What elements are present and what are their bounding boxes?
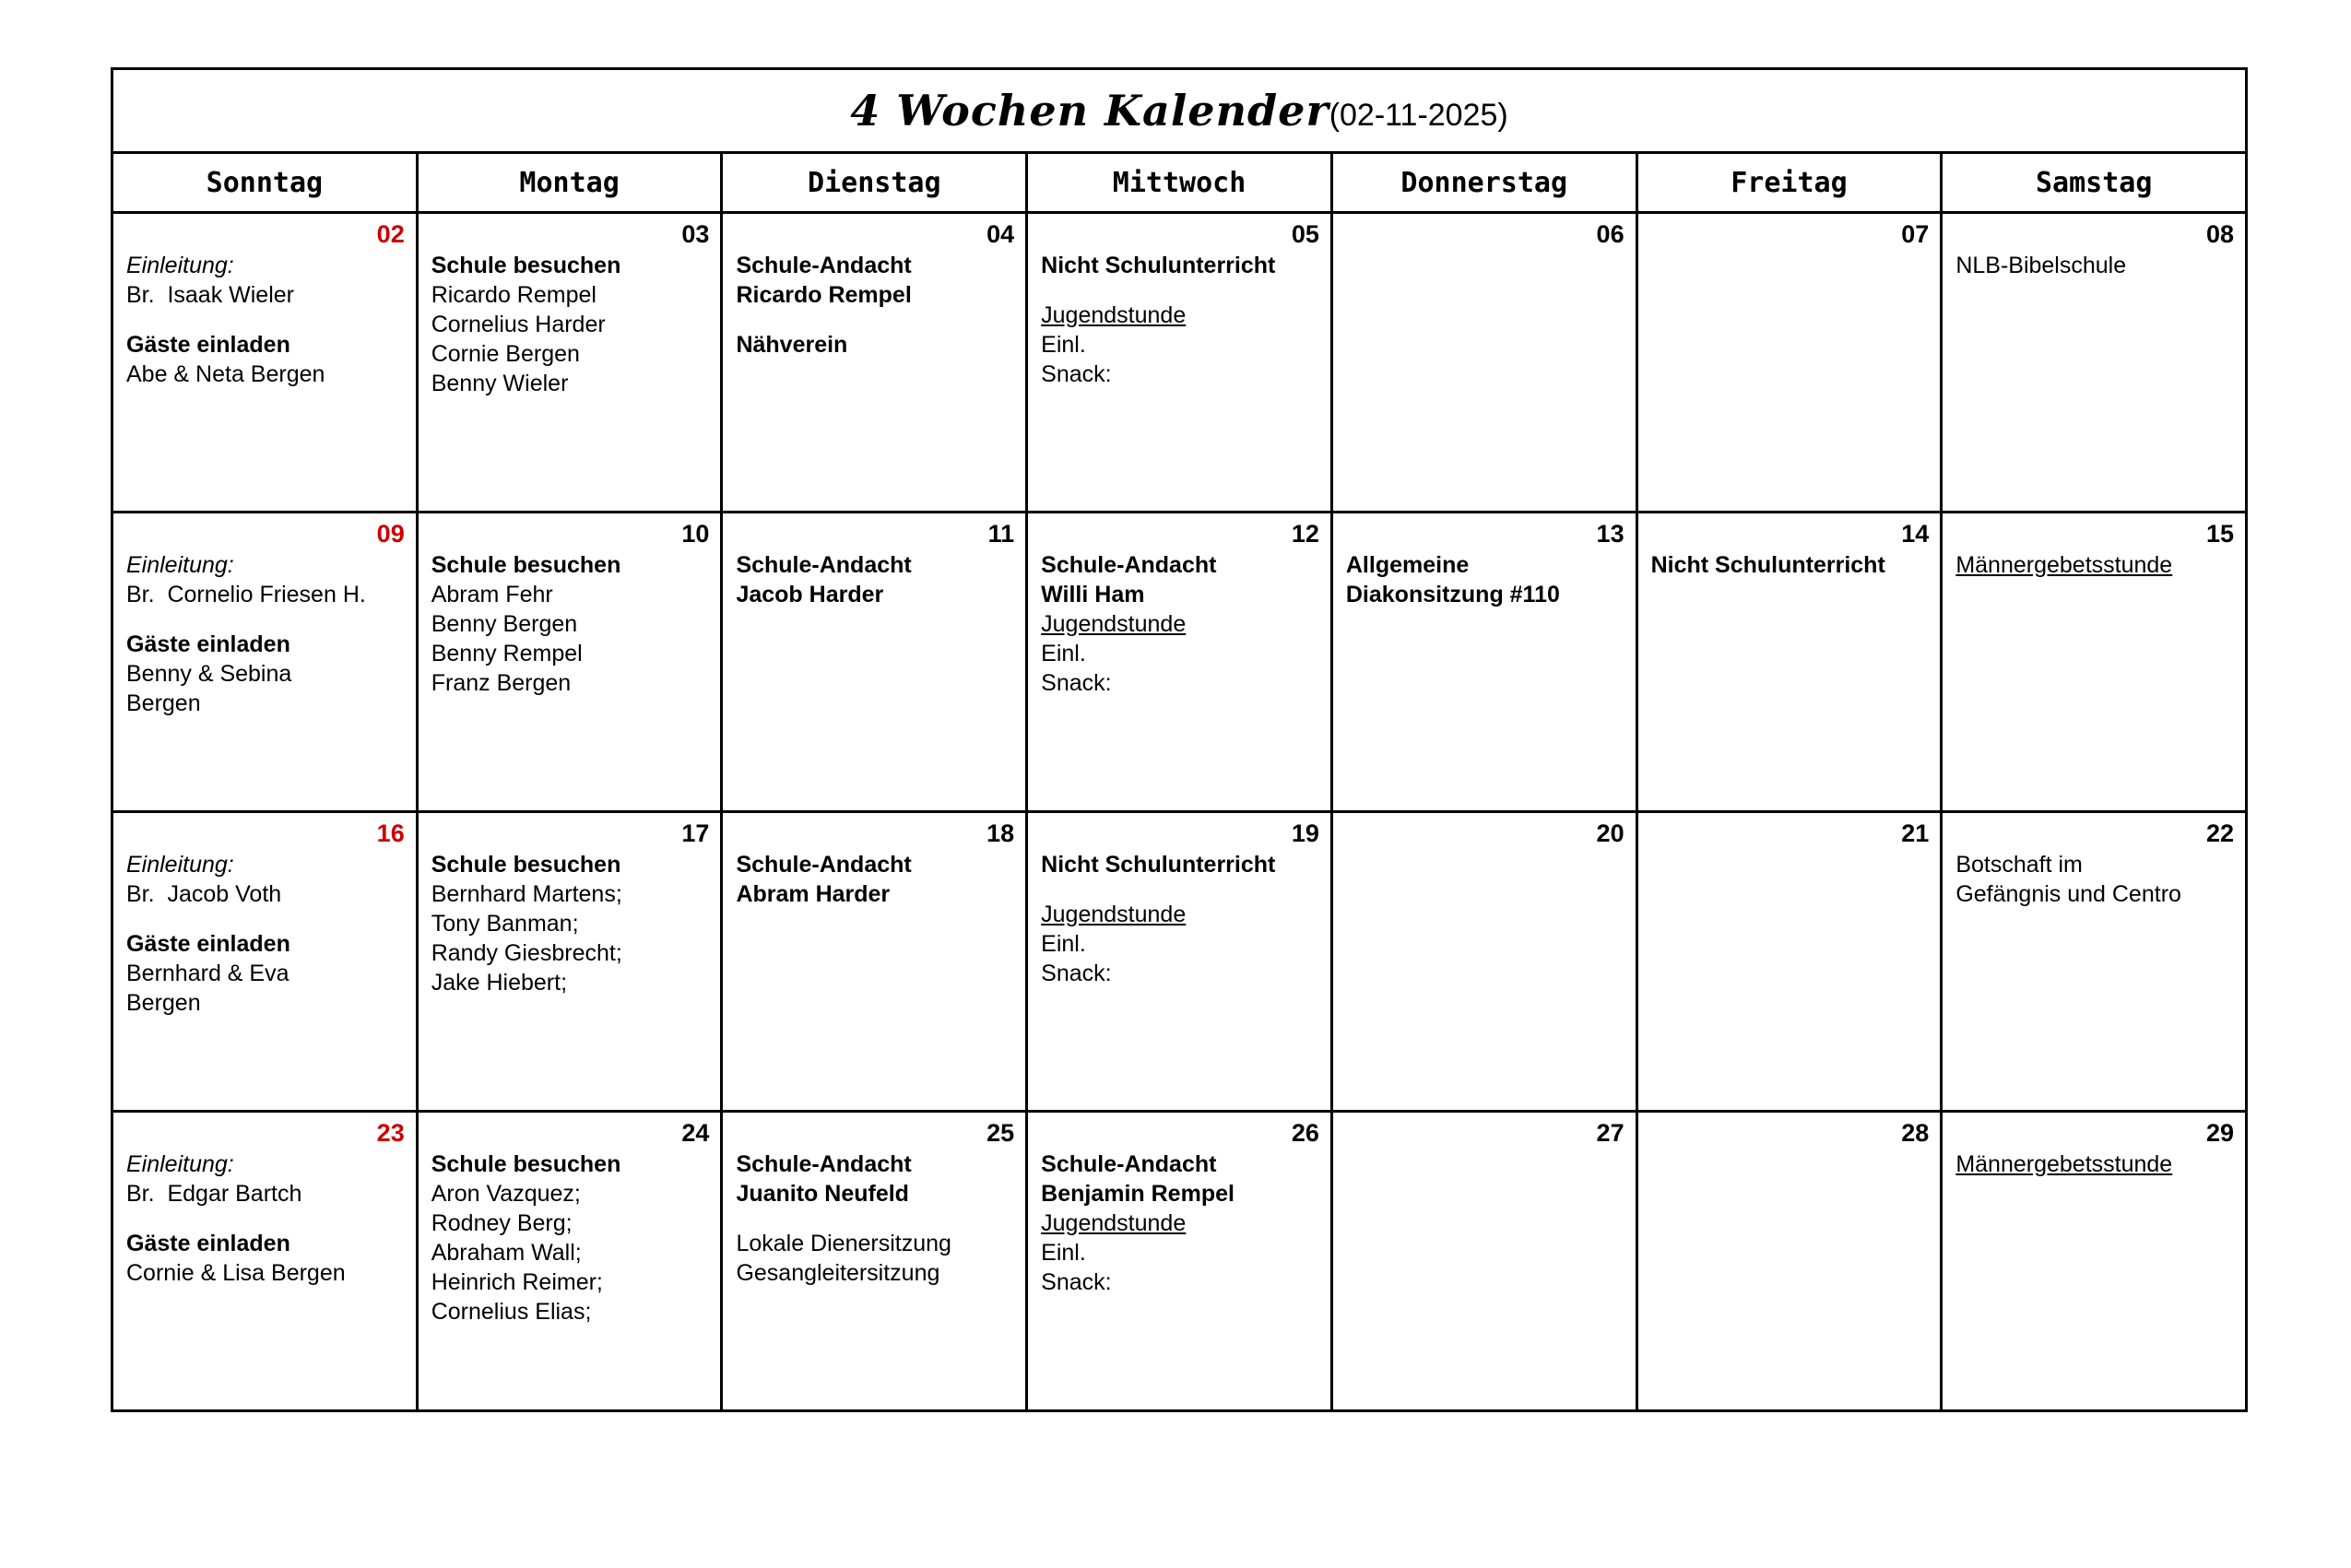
day-entry: Nicht Schulunterricht (1041, 252, 1276, 278)
calendar-title-text: 4 Wochen Kalender (850, 86, 1329, 136)
calendar-table (111, 67, 2248, 1412)
day-entry: Gäste einladen (126, 331, 290, 358)
day-entry: Randy Giesbrecht; (431, 939, 622, 966)
day-entry: Schule-Andacht (736, 551, 912, 578)
day-entries (431, 251, 710, 398)
day-entries (1041, 850, 1319, 988)
day-number: 02 (376, 220, 405, 248)
calendar-day-cell[interactable] (419, 513, 724, 810)
day-entry: Allgemeine (1345, 551, 1470, 578)
calendar-title-date: (02-11-2025) (1329, 98, 1508, 133)
day-entry: Abram Fehr (431, 581, 553, 607)
calendar-day-cell[interactable] (1638, 214, 1943, 511)
day-entries (1346, 550, 1624, 609)
day-number: 18 (986, 819, 1015, 847)
day-entry: Aron Vazquez; (431, 1180, 581, 1207)
calendar-day-cell[interactable] (419, 1113, 724, 1409)
day-number: 26 (1291, 1119, 1319, 1147)
calendar-week-row (113, 214, 2245, 513)
day-number: 12 (1291, 520, 1319, 548)
day-entry: Einl. (1041, 1239, 1086, 1266)
day-entry: Benny & Sebina (126, 660, 292, 687)
day-number: 09 (376, 520, 405, 548)
day-entries (126, 251, 405, 389)
day-entry: Einleitung: (126, 851, 234, 878)
day-entry: Bergen (126, 690, 201, 716)
day-entry: Diakonsitzung #110 (1345, 581, 1560, 607)
calendar-day-cell[interactable] (419, 214, 724, 511)
day-entry: Jugendstunde (1041, 1209, 1187, 1236)
calendar-day-cell[interactable] (723, 513, 1028, 810)
day-entry: Jugendstunde (1041, 301, 1187, 328)
day-number: 21 (1901, 819, 1930, 847)
day-entry: Juanito Neufeld (736, 1180, 909, 1207)
day-entry: Jugendstunde (1041, 901, 1187, 927)
day-entries (1651, 550, 1930, 580)
day-entry: NLB-Bibelschule (1955, 252, 2127, 278)
day-entries (736, 850, 1014, 909)
weekday-header-freitag: Freitag (1638, 154, 1943, 211)
day-entry: Jacob Harder (736, 581, 884, 607)
day-number: 11 (987, 520, 1015, 548)
day-entry: Gesangleitersitzung (736, 1259, 940, 1286)
day-entry: Schule-Andacht (1041, 1150, 1217, 1177)
day-entry: Gäste einladen (126, 1230, 290, 1256)
calendar-weeks (113, 214, 2245, 1409)
calendar-day-cell[interactable] (113, 513, 419, 810)
day-entry: Schule besuchen (431, 851, 621, 878)
day-entry: Cornelius Harder (431, 311, 606, 337)
day-entry: Abram Harder (736, 880, 891, 907)
day-entry: Schule-Andacht (736, 252, 912, 278)
calendar-day-cell[interactable] (1943, 513, 2245, 810)
day-number: 29 (2205, 1119, 2235, 1147)
calendar-day-cell[interactable] (1333, 1113, 1638, 1409)
day-entries (736, 550, 1014, 609)
day-entries (126, 850, 405, 1018)
day-entry: Männergebetsstunde (1955, 551, 2173, 578)
day-entry: Benny Rempel (431, 640, 583, 666)
day-entries (1955, 251, 2234, 280)
calendar-day-cell[interactable] (1028, 513, 1333, 810)
day-entry: Benny Bergen (431, 610, 578, 637)
day-entries (1041, 1149, 1319, 1297)
weekday-header-mittwoch: Mittwoch (1028, 154, 1333, 211)
day-number: 05 (1291, 220, 1319, 248)
day-entry: Bergen (126, 989, 201, 1016)
day-entry: Tony Banman; (431, 910, 579, 937)
day-number: 28 (1901, 1119, 1930, 1147)
day-entry: Jake Hiebert; (431, 969, 568, 996)
calendar-day-cell[interactable] (723, 1113, 1028, 1409)
day-number: 27 (1596, 1119, 1624, 1147)
day-entries (126, 1149, 405, 1288)
calendar-day-cell[interactable] (419, 813, 724, 1110)
calendar-day-cell[interactable] (1333, 813, 1638, 1110)
calendar-week-row (113, 813, 2245, 1113)
weekday-header-sonntag: Sonntag (113, 154, 419, 211)
day-entry: Benjamin Rempel (1041, 1180, 1235, 1207)
day-entry: Ricardo Rempel (431, 281, 597, 308)
weekday-header-dienstag: Dienstag (723, 154, 1028, 211)
day-entries (736, 1149, 1014, 1288)
day-entry: Jugendstunde (1041, 610, 1187, 637)
day-number: 22 (2205, 819, 2235, 847)
calendar-day-cell[interactable] (1028, 214, 1333, 511)
calendar-day-cell[interactable] (1638, 813, 1943, 1110)
day-entry: Franz Bergen (431, 669, 572, 696)
day-entry: Schule besuchen (431, 551, 621, 578)
day-entry: Nähverein (736, 331, 848, 358)
day-number: 24 (681, 1119, 710, 1147)
calendar-day-cell[interactable] (1638, 513, 1943, 810)
day-number: 15 (2205, 520, 2235, 548)
day-entries (126, 550, 405, 718)
calendar-day-cell[interactable] (1638, 1113, 1943, 1409)
day-entries (1955, 850, 2234, 909)
day-number: 06 (1596, 220, 1624, 248)
calendar-day-cell[interactable] (1333, 214, 1638, 511)
day-entry: Snack: (1041, 360, 1112, 387)
day-entries (431, 1149, 710, 1326)
day-entry: Cornie Bergen (431, 340, 580, 367)
page-title (850, 86, 1507, 136)
day-entry: Schule besuchen (431, 1150, 621, 1177)
day-entry: Nicht Schulunterricht (1041, 851, 1276, 878)
day-entry: Gefängnis und Centro (1955, 880, 2181, 907)
day-entries (736, 251, 1014, 360)
day-entry: Nicht Schulunterricht (1650, 551, 1885, 578)
day-entry: Einleitung: (126, 252, 234, 278)
day-number: 14 (1901, 520, 1930, 548)
day-entry: Br. Isaak Wieler (126, 281, 294, 308)
calendar-title-row (113, 70, 2245, 154)
calendar-day-cell[interactable] (1333, 513, 1638, 810)
day-entry: Schule-Andacht (736, 1150, 912, 1177)
day-number: 04 (986, 220, 1015, 248)
day-entry: Heinrich Reimer; (431, 1268, 603, 1295)
calendar-day-cell[interactable] (113, 214, 419, 511)
day-entry: Snack: (1041, 960, 1112, 986)
day-entries (1955, 1149, 2234, 1179)
day-entry: Willi Ham (1041, 581, 1145, 607)
day-entry: Abe & Neta Bergen (126, 360, 325, 387)
day-entry: Lokale Dienersitzung (736, 1230, 951, 1256)
calendar-day-cell[interactable] (1943, 813, 2245, 1110)
day-entry: Einl. (1041, 930, 1086, 957)
calendar-day-cell[interactable] (1028, 813, 1333, 1110)
day-entry: Rodney Berg; (431, 1209, 573, 1236)
day-entries (431, 850, 710, 997)
day-entry: Einleitung: (126, 551, 234, 578)
day-number: 17 (681, 819, 710, 847)
day-entry: Gäste einladen (126, 631, 290, 657)
day-number: 19 (1291, 819, 1319, 847)
day-entry: Ricardo Rempel (736, 281, 912, 308)
calendar-day-cell[interactable] (1943, 214, 2245, 511)
weekday-header-samstag: Samstag (2035, 166, 2153, 199)
day-entries (1955, 550, 2234, 580)
day-entry: Cornie & Lisa Bergen (126, 1259, 346, 1286)
calendar-day-cell[interactable] (1028, 1113, 1333, 1409)
day-entry: Snack: (1041, 669, 1112, 696)
day-entry: Br. Jacob Voth (126, 880, 282, 907)
day-number: 07 (1901, 220, 1930, 248)
day-entry: Gäste einladen (126, 930, 290, 957)
day-entry: Cornelius Elias; (431, 1298, 592, 1325)
day-entry: Br. Edgar Bartch (126, 1180, 302, 1207)
day-entries (1041, 550, 1319, 698)
calendar-day-cell[interactable] (723, 813, 1028, 1110)
day-entry: Schule-Andacht (1041, 551, 1217, 578)
day-entries (431, 550, 710, 698)
day-number: 08 (2205, 220, 2235, 248)
day-entry: Einl. (1041, 331, 1086, 358)
weekday-header-montag: Montag (419, 154, 724, 211)
calendar-day-cell[interactable] (113, 813, 419, 1110)
day-entry: Snack: (1041, 1268, 1112, 1295)
day-entry: Bernhard Martens; (431, 880, 622, 907)
day-entry: Schule besuchen (431, 252, 621, 278)
day-entry: Abraham Wall; (431, 1239, 582, 1266)
day-number: 25 (986, 1119, 1015, 1147)
calendar-week-row (113, 513, 2245, 813)
day-entry: Einl. (1041, 640, 1086, 666)
weekday-header-donnerstag: Donnerstag (1333, 154, 1638, 211)
weekday-header-row (113, 154, 2245, 214)
day-entry: Br. Cornelio Friesen H. (126, 581, 366, 607)
calendar-week-row (113, 1113, 2245, 1409)
day-entry: Botschaft im (1955, 851, 2083, 878)
day-number: 20 (1596, 819, 1624, 847)
day-entry: Bernhard & Eva (126, 960, 289, 986)
day-number: 16 (376, 819, 405, 847)
day-number: 10 (681, 520, 710, 548)
day-number: 03 (681, 220, 710, 248)
day-entry: Männergebetsstunde (1955, 1150, 2173, 1177)
day-entries (1041, 251, 1319, 389)
day-entry: Benny Wieler (431, 370, 569, 396)
calendar-day-cell[interactable] (113, 1113, 419, 1409)
calendar-day-cell[interactable] (1943, 1113, 2245, 1409)
day-entry: Einleitung: (126, 1150, 234, 1177)
day-number: 23 (376, 1119, 405, 1147)
day-number: 13 (1596, 520, 1624, 548)
calendar-day-cell[interactable] (723, 214, 1028, 511)
day-entry: Schule-Andacht (736, 851, 912, 878)
